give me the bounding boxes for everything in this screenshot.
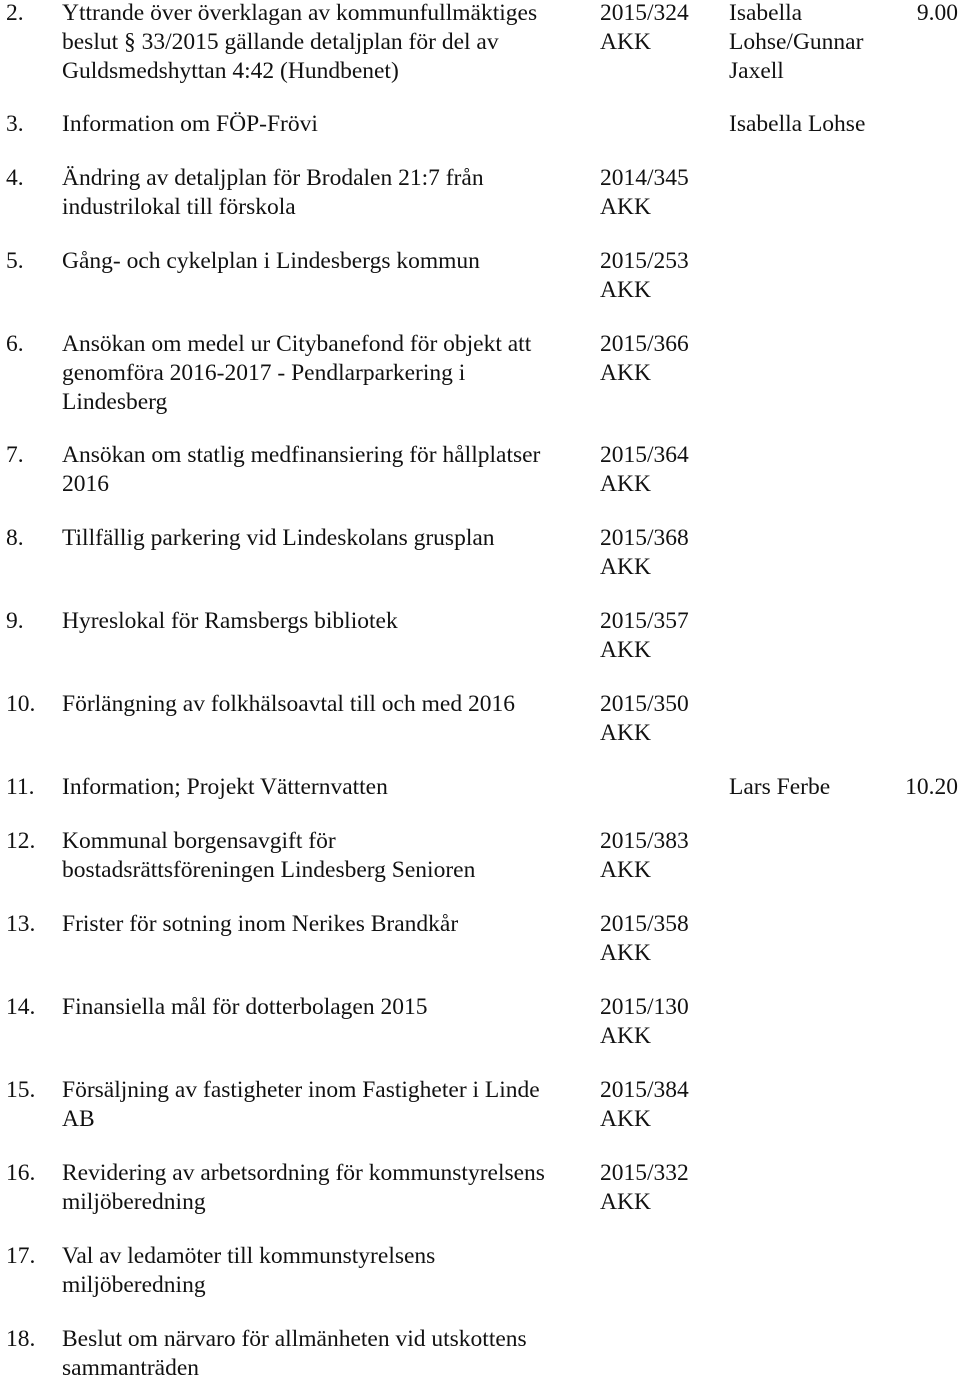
item-reference-line: 2015/253 (600, 248, 689, 274)
item-presenter (729, 110, 919, 139)
item-presenter (729, 0, 919, 86)
item-reference (600, 441, 710, 499)
item-title-line: Frister för sotning inom Nerikes Brandkår (62, 911, 459, 937)
item-number: 8. (6, 525, 24, 551)
item-reference-line: 2015/130 (600, 994, 689, 1020)
item-reference-line: AKK (600, 720, 651, 746)
item-title-line: Yttrande över överklagan av kommunfullmäktiges (62, 0, 538, 26)
item-reference-line: AKK (600, 1023, 651, 1049)
item-reference-line: 2015/364 (600, 442, 689, 468)
item-title-line: Hyreslokal för Ramsbergs bibliotek (62, 608, 398, 634)
item-number: 2. (6, 0, 24, 26)
item-reference (600, 827, 710, 885)
item-title-line: miljöberedning (62, 1272, 206, 1298)
item-number: 12. (6, 828, 36, 854)
item-title (62, 773, 592, 802)
item-reference-line: 2015/366 (600, 331, 689, 357)
item-presenter (729, 773, 919, 802)
item-title-line: Ändring av detaljplan för Brodalen 21:7 från (62, 165, 484, 191)
item-reference (600, 164, 710, 222)
item-title-line: beslut § 33/2015 gällande detaljplan för del av (62, 29, 499, 55)
item-reference-line: AKK (600, 471, 651, 497)
item-title-line: bostadsrättsföreningen Lindesberg Senioren (62, 857, 476, 883)
item-title (62, 993, 592, 1022)
item-number: 18. (6, 1326, 36, 1352)
item-title-line: Tillfällig parkering vid Lindeskolans grusplan (62, 525, 495, 551)
item-title (62, 1325, 592, 1383)
item-reference-line: 2015/357 (600, 608, 689, 634)
item-title (62, 1242, 592, 1300)
item-reference (600, 247, 710, 305)
item-title-line: Beslut om närvaro för allmänheten vid utskottens (62, 1326, 527, 1352)
item-reference-line: AKK (600, 360, 651, 386)
item-reference (600, 993, 710, 1051)
item-title-line: industrilokal till förskola (62, 194, 296, 220)
item-title-line: Försäljning av fastigheter inom Fastigheter i Linde (62, 1077, 540, 1103)
item-presenter-line: Jaxell (729, 58, 784, 84)
item-reference-line: 2014/345 (600, 165, 689, 191)
item-reference-line: 2015/383 (600, 828, 689, 854)
item-reference (600, 690, 710, 748)
item-title-line: 2016 (62, 471, 109, 497)
item-number: 7. (6, 442, 24, 468)
item-title-line: Information om FÖP-Frövi (62, 111, 318, 137)
item-title-line: Ansökan om medel ur Citybanefond för objekt att (62, 331, 532, 357)
item-title (62, 524, 592, 553)
item-reference-line: AKK (600, 277, 651, 303)
item-number: 16. (6, 1160, 36, 1186)
item-number: 3. (6, 111, 24, 137)
item-reference-line: AKK (600, 1106, 651, 1132)
item-title-line: Ansökan om statlig medfinansiering för hållplatser (62, 442, 541, 468)
item-presenter-line: Isabella (729, 0, 803, 26)
item-presenter-line: Lohse/Gunnar (729, 29, 864, 55)
item-reference-line: 2015/350 (600, 691, 689, 717)
item-title (62, 1076, 592, 1134)
item-title-line: Lindesberg (62, 389, 168, 415)
item-time: 9.00 (916, 0, 958, 26)
item-reference (600, 1159, 710, 1217)
item-reference (600, 1076, 710, 1134)
item-reference-line: AKK (600, 194, 651, 220)
item-title-line: Val av ledamöter till kommunstyrelsens (62, 1243, 436, 1269)
item-reference-line: 2015/384 (600, 1077, 689, 1103)
item-title (62, 330, 592, 417)
item-title (62, 164, 592, 222)
item-title (62, 910, 592, 939)
item-title-line: AB (62, 1106, 95, 1132)
item-reference (600, 0, 710, 57)
item-title-line: Förlängning av folkhälsoavtal till och med 2016 (62, 691, 515, 717)
item-time: 10.20 (905, 774, 958, 800)
item-reference-line: AKK (600, 857, 651, 883)
item-number: 15. (6, 1077, 36, 1103)
item-number: 13. (6, 911, 36, 937)
item-title-line: genomföra 2016-2017 - Pendlarparkering i (62, 360, 466, 386)
item-reference-line: AKK (600, 940, 651, 966)
item-reference-line: 2015/324 (600, 0, 689, 26)
item-number: 14. (6, 994, 36, 1020)
item-title-line: Revidering av arbetsordning för kommunstyrelsens (62, 1160, 545, 1186)
item-title (62, 1159, 592, 1217)
item-number: 11. (6, 774, 35, 800)
item-title (62, 827, 592, 885)
item-number: 9. (6, 608, 24, 634)
item-title (62, 607, 592, 636)
item-reference (600, 524, 710, 582)
item-title (62, 247, 592, 276)
item-number: 10. (6, 691, 36, 717)
item-presenter-line: Lars Ferbe (729, 774, 831, 800)
item-title (62, 0, 592, 86)
item-reference-line: 2015/368 (600, 525, 689, 551)
item-reference-line: 2015/358 (600, 911, 689, 937)
item-title (62, 690, 592, 719)
item-reference-line: AKK (600, 1189, 651, 1215)
item-number: 4. (6, 165, 24, 191)
item-title-line: Kommunal borgensavgift för (62, 828, 336, 854)
item-title-line: miljöberedning (62, 1189, 206, 1215)
item-title-line: Gång- och cykelplan i Lindesbergs kommun (62, 248, 480, 274)
item-number: 6. (6, 331, 24, 357)
item-title-line: Finansiella mål för dotterbolagen 2015 (62, 994, 428, 1020)
item-reference-line: AKK (600, 29, 651, 55)
item-title-line: Guldsmedshyttan 4:42 (Hundbenet) (62, 58, 399, 84)
item-reference (600, 607, 710, 665)
item-number: 17. (6, 1243, 36, 1269)
item-reference-line: AKK (600, 637, 651, 663)
item-reference-line: 2015/332 (600, 1160, 689, 1186)
item-reference-line: AKK (600, 554, 651, 580)
item-title (62, 110, 592, 139)
item-title-line: Information; Projekt Vätternvatten (62, 774, 388, 800)
item-reference (600, 330, 710, 388)
item-title-line: sammanträden (62, 1355, 200, 1381)
item-presenter-line: Isabella Lohse (729, 111, 866, 137)
item-title (62, 441, 592, 499)
item-reference (600, 910, 710, 968)
item-number: 5. (6, 248, 24, 274)
